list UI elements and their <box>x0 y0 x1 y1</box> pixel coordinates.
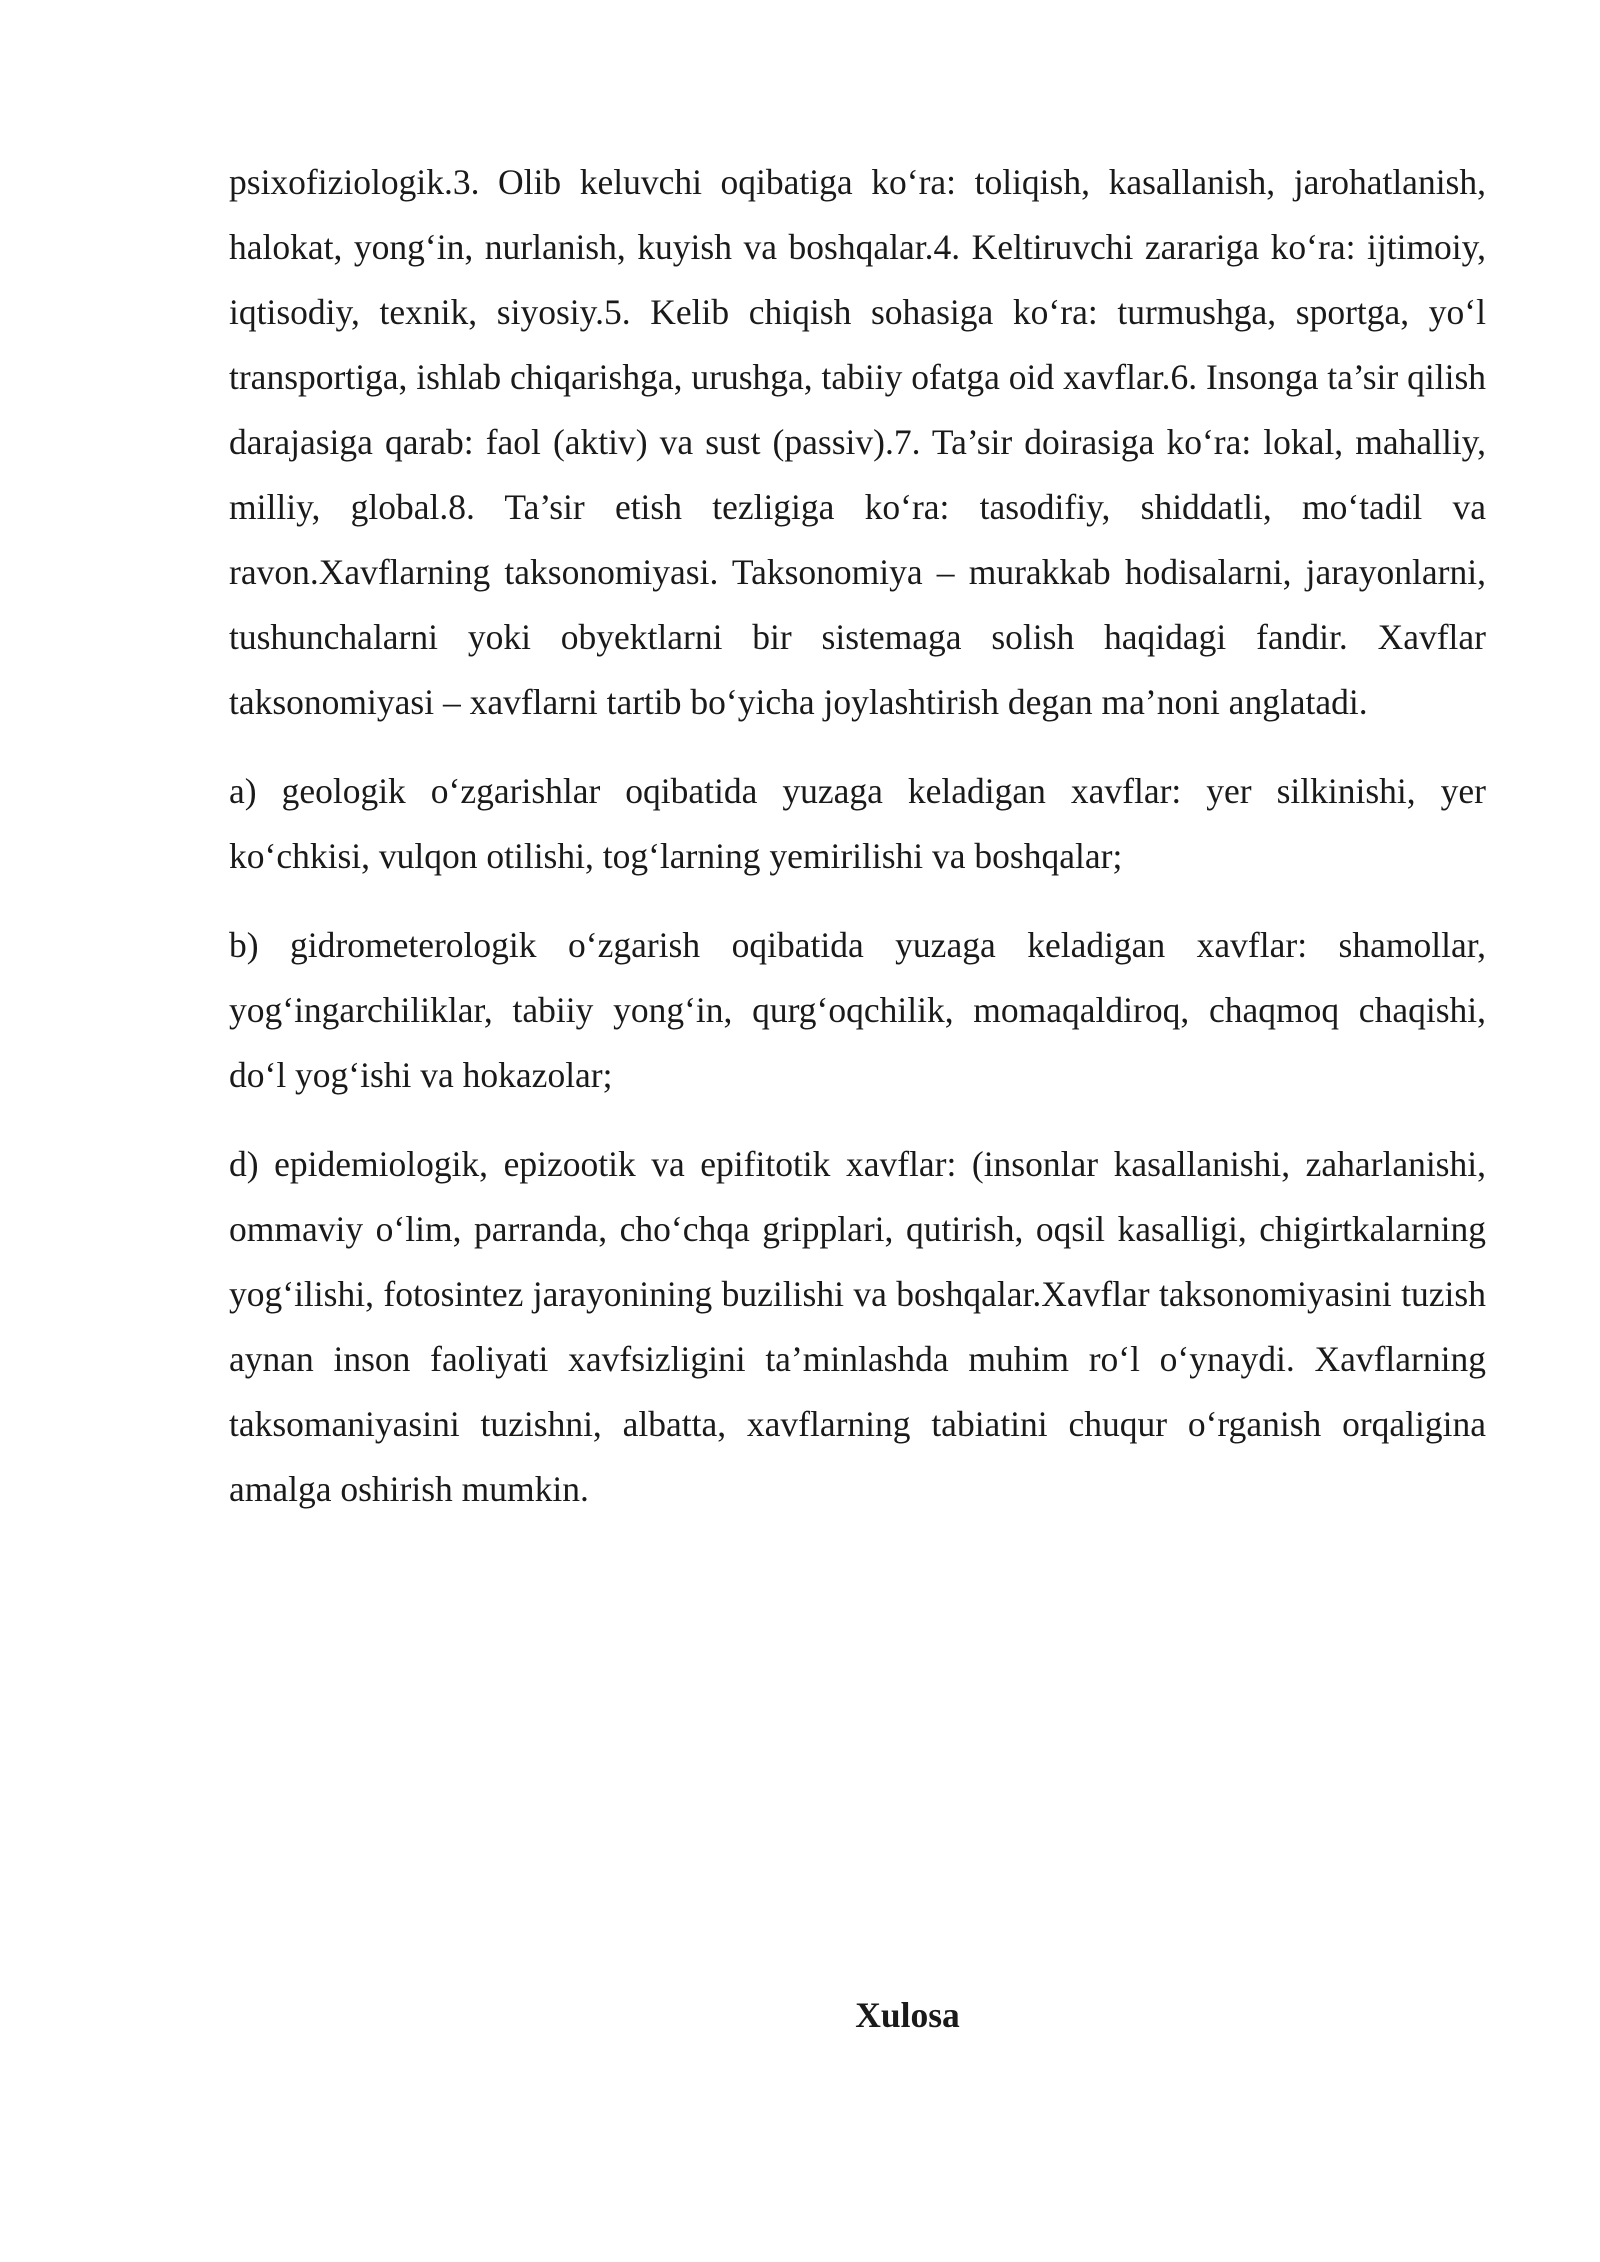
paragraph-hazard-classification: psixofiziologik.3. Olib keluvchi oqibatiga ko‘ra: toliqish, kasallanish, jarohatlanish, halokat, yong‘in, nurlanish, kuyish va boshqalar.4. Keltiruvchi zarariga ko‘ra: ijtimoiy, iqtisodiy, texnik, siyosiy.5. Kelib chiqish sohasiga ko‘ra: turmushga, sportga, yo‘l transportiga, ishlab chiqarishga, urushga, tabiiy ofatga oid xavflar.6. Insonga ta’sir qilish darajasiga qarab: faol (aktiv) va sust (passiv).7. Ta’sir doirasiga ko‘ra: lokal, mahalliy, milliy, global.8. Ta’sir etish tezligiga ko‘ra: tasodifiy, shiddatli, mo‘tadil va ravon.Xavflarning taksonomiyasi. Taksonomiya – murakkab hodisalarni, jarayonlarni, tushunchalarni yoki obyektlarni bir sistemaga solish haqidagi fandir. Xavflar taksonomiyasi – xavflarni tartib bo‘yicha joylashtirish degan ma’noni anglatadi. <box>229 162 1487 722</box>
paragraph-hydrometeorological-hazards: b) gidrometerologik o‘zgarish oqibatida yuzaga keladigan xavflar: shamollar, yog‘ingarchiliklar, tabiiy yong‘in, qurg‘oqchilik, momaqaldiroq, chaqmoq chaqishi, do‘l yog‘ishi va hokazolar; <box>229 925 1486 1095</box>
section-heading-conclusion: Xulosa <box>855 1995 960 2035</box>
document-body <box>229 150 1486 1546</box>
paragraph-epidemiological-hazards: d) epidemiologik, epizootik va epifitotik xavflar: (insonlar kasallanishi, zaharlanishi, ommaviy o‘lim, parranda, cho‘chqa gripplari, qutirish, oqsil kasalligi, chigirtkalarning yog‘ilishi, fotosintez jarayonining buzilishi va boshqalar.Xavflar taksonomiyasini tuzish aynan inson faoliyati xavfsizligini ta’minlashda muhim ro‘l o‘ynaydi. Xavflarning taksomaniyasini tuzishni, albatta, xavflarning tabiatini chuqur o‘rganish orqaligina amalga oshirish mumkin. <box>229 1144 1486 1509</box>
paragraph-geological-hazards: a) geologik o‘zgarishlar oqibatida yuzaga keladigan xavflar: yer silkinishi, yer ko‘chkisi, vulqon otilishi, tog‘larning yemirilishi va boshqalar; <box>229 771 1486 876</box>
